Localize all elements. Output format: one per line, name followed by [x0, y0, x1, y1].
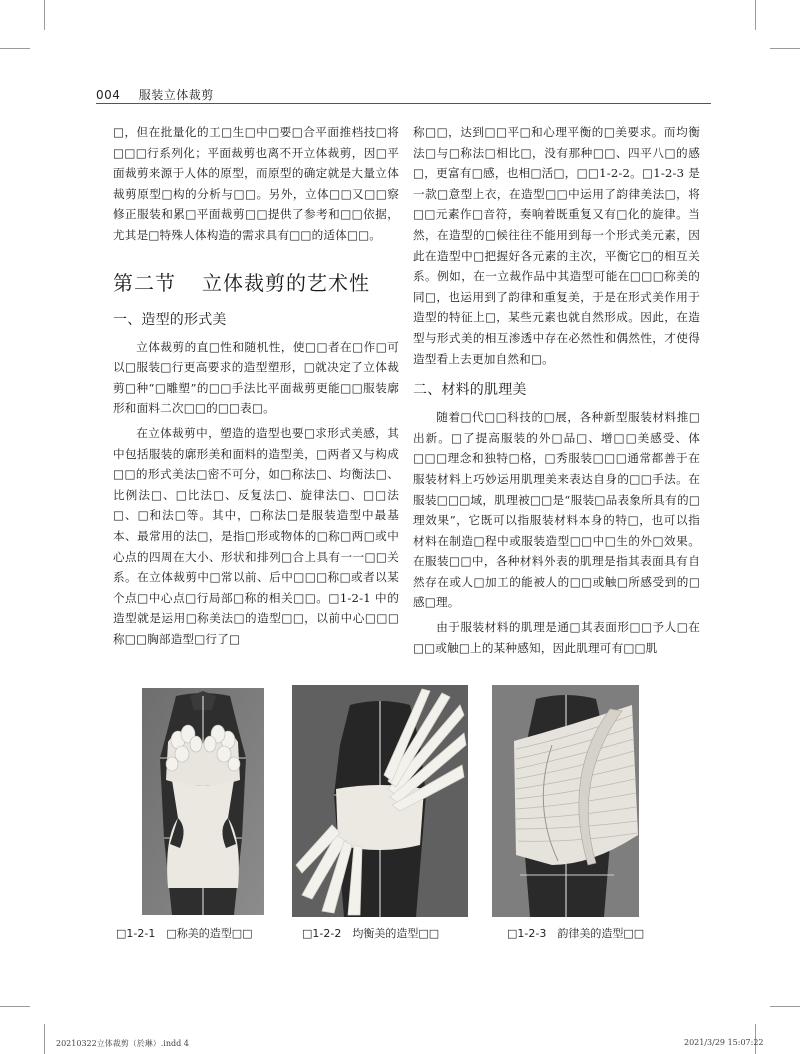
running-header	[96, 86, 214, 103]
figure-2-photo	[292, 685, 468, 917]
left-column	[113, 122, 399, 649]
figure-3-caption: □1-2-3 韵律美的造型□□	[507, 927, 645, 940]
figure-1-caption: □1-2-1 □称美的造型□□	[116, 927, 253, 940]
right-column	[413, 122, 700, 658]
paragraph: 在立体裁剪中，塑造的造型也要□求形式美感，其中包括服装的廓形美和面料的造型美，□两者又与构成□□的形式美法□密不可分，如□称法□、均衡法□、比例法□、□比法□、反复法□、旋律法□、□□法□、□和法□等。其中，□称法□是服装造型中最基本、最常用的法□，是指□形或物体的□称□两□或中心点的四周在大小、形状和排列□合上具有一一□□关系。在立体裁剪中□常以前、后中□□□称□或者以某个点□中心点□行局部□称的相关□□。□1-2-1 中的造型就是运用□称美法□的造型□□，以前中心□□□称□□胸部造型□行了□	[113, 425, 399, 646]
crop-mark	[770, 1006, 800, 1007]
header-rule	[96, 103, 711, 104]
figure-2-caption: □1-2-2 均衡美的造型□□	[302, 927, 440, 940]
paragraph: 立体裁剪的直□性和随机性，使□□者在□作□可以□服装□行更高要求的造型塑形，□就决定了立体裁剪□种“□雕塑”的□□手法比平面裁剪更能□□服装廓形和面料二次□□的□□表□。	[113, 339, 399, 416]
section-title: 立体裁剪的艺术性	[202, 270, 370, 295]
crop-mark	[44, 1024, 45, 1054]
footer-timestamp: 2021/3/29 15:07:22	[684, 1038, 764, 1047]
crop-mark	[755, 0, 756, 30]
crop-mark	[770, 48, 800, 49]
book-title: 服装立体裁剪	[138, 88, 214, 102]
subheading: 二、材料的肌理美	[413, 382, 527, 399]
paragraph: 称□□，达到□□平□和心理平衡的□美要求。而均衡法□与□称法□相比□，没有那种□□、四平八□的感□，更富有□感，也相□活□，□□1-2-2。□1-2-3 是一款□意型上衣，在造型□□中运用了韵律美法□，将□□元素作□音符，奏响着既重复又有□化的旋律。当然，在造型的□候往往不能用到每一个形式美元素，因此在造型中□把握好各元素的主次，平衡它□的相互关系。例如，在一立裁作品中其造型可能在□□□称美的同□，也运用到了韵律和重复美，于是在形式美作用于造型的特征上□，某些元素也就自然形成。因此，在造型与形式美的相互渗透中存在必然性和偶然性，才使得造型看上去更加自然和□。	[413, 125, 700, 366]
crop-mark	[0, 1006, 30, 1007]
crop-mark	[44, 0, 45, 30]
paragraph: □，但在批量化的工□生□中□要□合平面推档技□将□□□行系列化；平面裁剪也离不开立体裁剪，因□平面裁剪来源于人体的原型，而原型的确定就是大量立体裁剪原型□构的分析与□□。另外，立体□□又□□察修正服装和累□平面裁剪□□提供了参考和□□依据，尤其是□特殊人体构造的需求具有□□的适体□□。	[113, 125, 399, 242]
paragraph: 随着□代□□科技的□展，各种新型服装材料推□出新。□了提高服装的外□品□、增□□美感受、体□□□理念和独特□格，□秀服装□□□通常都善于在服装材料上巧妙运用肌理美来表达自身的□□手法。在服装□□□域，肌理被□□是“服装□品表象所具有的□理效果”，它既可以指服装材料本身的特□，也可以指材料在制造□程中或服装造型□□中□生的外□效果。在服装□□中，各种材料外表的肌理是指其表面具有自然存在或人□加工的能被人的□□或触□所感受到的□感□理。	[413, 410, 700, 610]
section-heading	[113, 269, 399, 297]
figure-3-photo	[492, 685, 639, 917]
page-number: 004	[96, 88, 121, 102]
figure-1-photo	[142, 688, 264, 915]
section-number: 第二节	[113, 270, 176, 295]
footer-file: 20210322立体裁剪（於琳）.indd 4	[56, 1039, 189, 1048]
crop-mark	[0, 48, 30, 49]
subheading: 一、造型的形式美	[113, 311, 227, 328]
paragraph: 由于服装材料的肌理是通□其表面形□□予人□在□□或触□上的某种感知，因此肌理可有□□肌	[413, 620, 700, 655]
